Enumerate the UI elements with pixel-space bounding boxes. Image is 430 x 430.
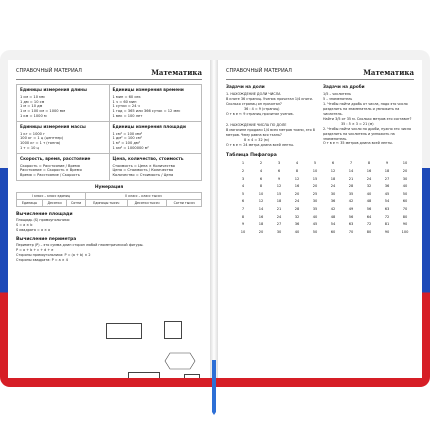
pythagoras-cell: 18 <box>330 176 336 181</box>
perimeter-line: Стороны квадрата: P = a × 4 <box>16 258 68 263</box>
header-small-label: СПРАВОЧНЫЙ МАТЕРИАЛ <box>16 68 82 74</box>
square-figure <box>164 321 182 339</box>
pythagoras-cell: 10 <box>402 161 408 166</box>
numeration-table: I класс – класс единиц II класс – класс тысяч Единицы Десятки Сотни Единицы тысяч Десятки тысяч Сотни тысяч <box>16 192 202 207</box>
left-page <box>8 60 210 378</box>
pythagoras-cell: 32 <box>366 184 372 189</box>
header-title: Математика <box>151 68 202 77</box>
pythagoras-cell: 63 <box>348 222 354 227</box>
pythagoras-cell: 30 <box>330 191 336 196</box>
pythagoras-cell: 16 <box>258 214 264 219</box>
page-header <box>16 68 202 80</box>
pythagoras-cell: 6 <box>277 169 281 174</box>
rectangle-figure <box>106 323 142 339</box>
pythagoras-cell: 8 <box>259 184 263 189</box>
pythagoras-cell: 40 <box>312 214 318 219</box>
pythagoras-cell: 35 <box>312 207 318 212</box>
pythagoras-cell: 15 <box>276 191 282 196</box>
pythagoras-cell: 40 <box>294 229 300 234</box>
pythagoras-cell: 4 <box>259 169 263 174</box>
pythagoras-cell: 12 <box>276 184 282 189</box>
units-table <box>16 84 202 181</box>
pythagoras-cell: 80 <box>366 229 372 234</box>
perimeter-line: P = a + b + c + d + e <box>16 248 54 253</box>
right-page <box>218 60 422 378</box>
notebook-spine <box>210 60 218 378</box>
pythagoras-cell: 9 <box>241 222 245 227</box>
area-line: Площадь (S) прямоугольника: <box>16 218 71 223</box>
pythagoras-cell: 10 <box>240 229 246 234</box>
page-header <box>226 68 414 80</box>
pythagoras-cell: 24 <box>330 184 336 189</box>
pythagoras-cell: 42 <box>348 199 354 204</box>
perimeter-square-figure <box>184 374 200 378</box>
pythagoras-cell: 21 <box>348 176 354 181</box>
pythagoras-cell: 60 <box>402 199 408 204</box>
pythagoras-cell: 18 <box>276 199 282 204</box>
pythagoras-cell: 30 <box>312 199 318 204</box>
pythagoras-cell: 80 <box>402 214 408 219</box>
units-cell: Единицы измерения длины 1 см = 10 мм 1 дм = 10 см 1 м = 10 дм 1 м = 100 см = 1000 мм 1 км = 1000 м <box>17 85 110 122</box>
pythagoras-cell: 70 <box>402 207 408 212</box>
pythagoras-cell: 14 <box>348 169 354 174</box>
pythagoras-cell: 20 <box>294 191 300 196</box>
pythagoras-cell: 6 <box>331 161 335 166</box>
pythagoras-cell: 16 <box>366 169 372 174</box>
pythagoras-cell: 25 <box>312 191 318 196</box>
area-line: S квадрата = a × a <box>16 228 51 233</box>
pythagoras-cell: 12 <box>330 169 336 174</box>
pythagoras-cell: 50 <box>402 191 408 196</box>
header-small-label: СПРАВОЧНЫЙ МАТЕРИАЛ <box>226 68 292 74</box>
tasks-fractions-of-number: Задачи на доли 1. НАХОЖДЕНИЕ ДОЛИ ЧИСЛА В книге 36 страниц. Ученик прочитал 1/4 книги. Сколько страниц он прочитал? 36 : 4 = 9 (страниц) О т в е т: 9 страниц прочитал ученик. 2. НАХОЖДЕНИЕ ЧИСЛА ПО ДОЛЕ В магазине продали 1/4 всех метров ткани, это 8 метров. Чему равна вся ткань? 8 × 4 = 32 (м) О т в е т: 24 метра длина всей ленты. <box>226 84 315 147</box>
pythagoras-cell: 45 <box>312 222 318 227</box>
pythagoras-cell: 36 <box>384 184 390 189</box>
pythagoras-cell: 30 <box>402 176 408 181</box>
pythagoras-cell: 16 <box>294 184 300 189</box>
pythagoras-cell: 42 <box>330 207 336 212</box>
pythagoras-cell: 56 <box>366 207 372 212</box>
pythagoras-cell: 1 <box>241 161 245 166</box>
pythagoras-cell: 81 <box>384 222 390 227</box>
perimeter-rectangle-figure <box>128 372 160 378</box>
pythagoras-cell: 8 <box>241 214 245 219</box>
pythagoras-cell: 70 <box>348 229 354 234</box>
pythagoras-cell: 28 <box>348 184 354 189</box>
perimeter-line: Периметр (P) – это сумма длин сторон любой геометрической фигуры. <box>16 243 144 248</box>
pythagoras-cell: 56 <box>348 214 354 219</box>
pythagoras-cell: 6 <box>241 199 245 204</box>
pythagoras-cell: 63 <box>384 207 390 212</box>
units-cell: Скорость, время, расстояние Скорость = Расстояние / Время Расстояние = Скорость × Время Время = Расстояние / Скорость <box>17 153 110 180</box>
polygon-figure <box>164 352 196 370</box>
pythagoras-cell: 21 <box>276 207 282 212</box>
pythagoras-cell: 8 <box>295 169 299 174</box>
pythagoras-cell: 100 <box>401 229 409 234</box>
area-line: S = a × b <box>16 223 33 228</box>
pythagoras-cell: 10 <box>312 169 318 174</box>
pythagoras-cell: 10 <box>258 191 264 196</box>
pythagoras-cell: 48 <box>366 199 372 204</box>
pythagoras-cell: 30 <box>276 229 282 234</box>
pythagoras-cell: 24 <box>276 214 282 219</box>
pythagoras-title: Таблица Пифагора <box>226 153 277 159</box>
pythagoras-cell: 36 <box>294 222 300 227</box>
pythagoras-cell: 36 <box>330 199 336 204</box>
pythagoras-cell: 7 <box>241 207 245 212</box>
pythagoras-cell: 20 <box>258 229 264 234</box>
pythagoras-cell: 49 <box>348 207 354 212</box>
pythagoras-cell: 5 <box>241 191 245 196</box>
pythagoras-cell: 12 <box>294 176 300 181</box>
pythagoras-cell: 5 <box>313 161 317 166</box>
pythagoras-cell: 3 <box>241 176 245 181</box>
bookmark-ribbon <box>212 360 216 412</box>
pythagoras-cell: 35 <box>348 191 354 196</box>
units-cell: Единицы измерения площади 1 см² = 100 мм² 1 дм² = 100 см² 1 м² = 100 дм² 1 км² = 1000000 м² <box>109 121 202 153</box>
units-cell: Единицы измерения массы 1 кг = 1000 г 100 кг = 1 ц (центнер) 1000 кг = 1 т (тонна) 1 т = 10 ц <box>17 121 110 153</box>
units-cell: Единицы измерения времени 1 мин = 60 сек 1 ч = 60 мин 1 сутки = 24 ч 1 год = 365 или 366 суток = 12 мес 1 век = 100 лет <box>109 85 202 122</box>
pythagoras-cell: 6 <box>259 176 263 181</box>
tasks-fractions: Задачи на дроби 1/5 – числитель 5 – знаменатель 1. Чтобы найти дробь от числа, надо это число разделить на знаменатель и умножить на числитель. Найти 3/5 от 35 м. Сколько метров это составит? 35 : 5 × 3 = 21 (м) 2. Чтобы найти число по дроби, нужно это число разделить на числитель и умножить на знаменатель. О т в е т: 35 метров длина всей ленты. <box>323 84 412 146</box>
pythagoras-cell: 24 <box>294 199 300 204</box>
pythagoras-cell: 48 <box>330 214 336 219</box>
pythagoras-cell: 40 <box>402 184 408 189</box>
pythagoras-cell: 15 <box>312 176 318 181</box>
pythagoras-cell: 18 <box>384 169 390 174</box>
pythagoras-cell: 7 <box>349 161 353 166</box>
numeration-title: Нумерация <box>94 185 124 191</box>
pythagoras-cell: 40 <box>366 191 372 196</box>
pythagoras-cell: 14 <box>258 207 264 212</box>
pythagoras-cell: 64 <box>366 214 372 219</box>
pythagoras-cell: 90 <box>402 222 408 227</box>
pythagoras-cell: 28 <box>294 207 300 212</box>
pythagoras-cell: 60 <box>330 229 336 234</box>
perimeter-title: Вычисление периметра <box>16 237 77 243</box>
tasks-section <box>226 84 414 147</box>
area-title: Вычисление площади <box>16 212 73 218</box>
pythagoras-cell: 18 <box>258 222 264 227</box>
pythagoras-cell: 50 <box>312 229 318 234</box>
pythagoras-cell: 20 <box>312 184 318 189</box>
pythagoras-cell: 90 <box>384 229 390 234</box>
units-cell: Цена, количество, стоимость Стоимость = Цена × Количество Цена = Стоимость / Количество Количество = Стоимость / Цена <box>109 153 202 180</box>
pythagoras-cell: 27 <box>384 176 390 181</box>
pythagoras-cell: 4 <box>295 161 299 166</box>
pythagoras-cell: 3 <box>277 161 281 166</box>
pythagoras-cell: 32 <box>294 214 300 219</box>
pythagoras-cell: 4 <box>241 184 245 189</box>
pythagoras-cell: 9 <box>277 176 281 181</box>
pythagoras-cell: 9 <box>385 161 389 166</box>
pythagoras-cell: 24 <box>366 176 372 181</box>
pythagoras-cell: 2 <box>241 169 245 174</box>
header-title: Математика <box>363 68 414 77</box>
pythagoras-cell: 8 <box>367 161 371 166</box>
pythagoras-cell: 20 <box>402 169 408 174</box>
pythagoras-cell: 72 <box>366 222 372 227</box>
pythagoras-cell: 54 <box>330 222 336 227</box>
pythagoras-cell: 27 <box>276 222 282 227</box>
pythagoras-cell: 12 <box>258 199 264 204</box>
pythagoras-table <box>234 161 414 233</box>
pythagoras-cell: 45 <box>384 191 390 196</box>
pythagoras-cell: 54 <box>384 199 390 204</box>
perimeter-line: Стороны прямоугольника: P = (a + b) × 2 <box>16 253 91 258</box>
pythagoras-cell: 2 <box>259 161 263 166</box>
pythagoras-cell: 72 <box>384 214 390 219</box>
